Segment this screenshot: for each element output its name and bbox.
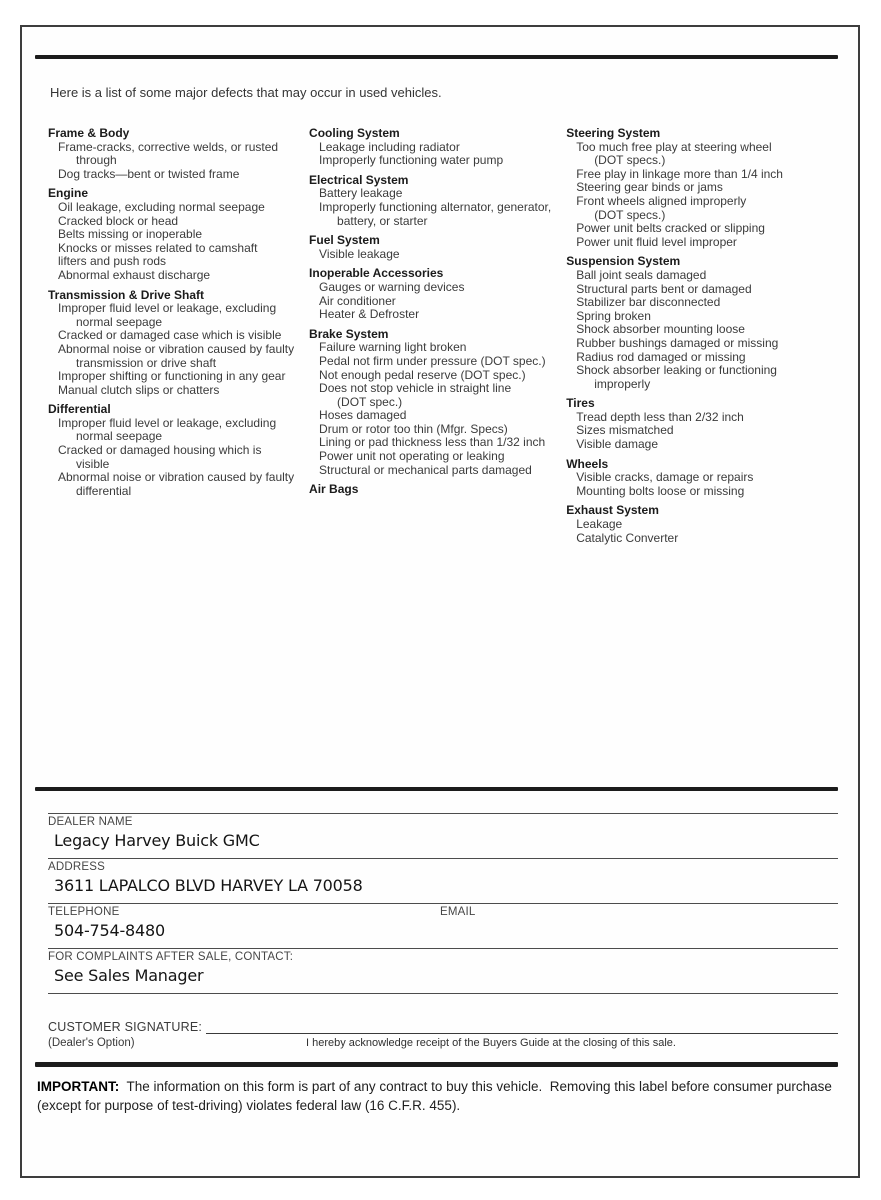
defect-section: [566, 255, 838, 391]
field-label: ADDRESS: [48, 861, 105, 873]
defect-line: Front wheels aligned improperly: [576, 193, 747, 208]
defect-line: Shock absorber mounting loose: [576, 322, 745, 337]
defect-line: (DOT spec.): [337, 394, 403, 409]
defect-section: [309, 267, 566, 321]
defect-line: Frame-cracks, corrective welds, or rusted: [58, 139, 279, 154]
defect-line: improperly: [594, 376, 651, 391]
field-label: TELEPHONE: [48, 906, 120, 918]
defect-line: Tread depth less than 2/32 inch: [576, 409, 744, 424]
defect-section: [48, 403, 309, 498]
defect-line: Air conditioner: [319, 293, 396, 308]
defect-line: Abnormal noise or vibration caused by faulty: [58, 341, 295, 356]
defect-line: differential: [76, 483, 132, 498]
defect-line: Visible damage: [576, 437, 659, 452]
defect-line: visible: [76, 456, 110, 471]
defect-line: Improperly functioning alternator, generator,: [319, 199, 552, 214]
section-heading: Steering System: [566, 126, 661, 140]
customer-signature-line[interactable]: [206, 1022, 838, 1034]
defect-line: Abnormal exhaust discharge: [58, 267, 211, 282]
defect-line: Pedal not firm under pressure (DOT spec.): [319, 353, 546, 368]
section-heading: Brake System: [309, 326, 389, 341]
defect-line: Improper fluid level or leakage, excluding: [58, 415, 277, 430]
defect-column-3: [566, 127, 838, 551]
defect-line: Power unit fluid level improper: [576, 234, 737, 249]
dealer-section-divider-rule: [35, 787, 838, 791]
defect-section: [309, 127, 566, 168]
defect-line: Not enough pedal reserve (DOT spec.): [319, 367, 526, 382]
defect-list-columns: [48, 127, 838, 787]
defect-line: Battery leakage: [319, 186, 403, 201]
defect-line: Catalytic Converter: [576, 530, 679, 545]
defect-line: Belts missing or inoperable: [58, 227, 203, 242]
dealer-field: [48, 858, 838, 903]
defect-column-1: [48, 127, 309, 504]
defect-section: [309, 328, 566, 478]
defect-line: Dog tracks—bent or twisted frame: [58, 166, 240, 181]
section-heading: Cooling System: [309, 126, 400, 140]
defect-section: [566, 127, 838, 249]
field-value[interactable]: See Sales Manager: [54, 966, 204, 985]
defect-line: Abnormal noise or vibration caused by faulty: [58, 470, 295, 485]
dealer-field: [48, 903, 838, 948]
defect-line: Knocks or misses related to camshaft: [58, 240, 258, 255]
dealer-field: [48, 948, 838, 993]
field-value[interactable]: 3611 LAPALCO BLVD HARVEY LA 70058: [54, 876, 363, 895]
field-label-2: EMAIL: [440, 906, 476, 918]
defect-line: lifters and push rods: [58, 254, 167, 269]
dealers-option-label: (Dealer's Option): [48, 1037, 135, 1049]
defect-line: (DOT specs.): [594, 153, 666, 168]
defect-line: Visible leakage: [319, 246, 400, 261]
defect-line: Cracked block or head: [58, 213, 179, 228]
defect-line: Hoses damaged: [319, 408, 407, 423]
defect-line: Improper shifting or functioning in any gear: [58, 369, 286, 384]
defect-line: Sizes mismatched: [576, 423, 674, 438]
defect-section: [309, 174, 566, 228]
section-heading: Suspension System: [566, 254, 681, 269]
dealer-info-fields: [48, 813, 838, 994]
defect-line: through: [76, 153, 117, 168]
defect-line: Steering gear binds or jams: [576, 180, 723, 195]
defect-line: Drum or rotor too thin (Mfgr. Specs): [319, 421, 508, 436]
defect-line: Failure warning light broken: [319, 340, 467, 355]
defect-line: Too much free play at steering wheel: [576, 139, 772, 154]
defect-line: Power unit not operating or leaking: [319, 449, 505, 464]
field-value[interactable]: Legacy Harvey Buick GMC: [54, 831, 260, 850]
defect-line: Radius rod damaged or missing: [576, 349, 746, 364]
defect-section: [566, 504, 838, 545]
defect-line: normal seepage: [76, 429, 163, 444]
defect-line: Spring broken: [576, 308, 651, 323]
section-heading: Tires: [566, 396, 595, 411]
defect-line: normal seepage: [76, 314, 163, 329]
defect-line: (DOT specs.): [594, 207, 666, 222]
defect-line: Visible cracks, damage or repairs: [576, 470, 754, 485]
defect-line: Manual clutch slips or chatters: [58, 382, 220, 397]
defect-column-2: [309, 127, 566, 503]
dealer-field: [48, 813, 838, 858]
section-heading: Differential: [48, 402, 111, 417]
defect-line: Rubber bushings damaged or missing: [576, 335, 779, 350]
section-heading: Engine: [48, 186, 89, 201]
defect-line: battery, or starter: [337, 213, 428, 228]
defect-section: [566, 458, 838, 499]
important-notice: [37, 1077, 838, 1115]
field-value[interactable]: 504-754-8480: [54, 921, 165, 940]
defect-line: Heater & Defroster: [319, 307, 420, 322]
defect-line: Shock absorber leaking or functioning: [576, 363, 777, 378]
intro-text: Here is a list of some major defects that may occur in used vehicles.: [50, 85, 442, 100]
defect-line: Improper fluid level or leakage, excluding: [58, 301, 277, 316]
buyers-guide-back-page: [20, 25, 860, 1178]
acknowledge-text: I hereby acknowledge receipt of the Buyers Guide at the closing of this sale.: [306, 1037, 676, 1049]
defect-line: Improperly functioning water pump: [319, 153, 504, 168]
defect-line: Cracked or damaged case which is visible: [58, 328, 282, 343]
defect-line: Ball joint seals damaged: [576, 267, 707, 282]
important-label: IMPORTANT:: [37, 1079, 120, 1094]
defect-line: Cracked or damaged housing which is: [58, 443, 262, 458]
defect-section: [48, 187, 309, 282]
important-text: The information on this form is part of any contract to buy this vehicle. Removing this label before consumer purchase (except for purpose of test-driving) violates federal law (16 C.F.R. 455).: [37, 1079, 836, 1113]
field-label: FOR COMPLAINTS AFTER SALE, CONTACT:: [48, 951, 294, 963]
defect-line: Structural or mechanical parts damaged: [319, 462, 532, 477]
section-heading: Transmission & Drive Shaft: [48, 287, 205, 302]
section-heading: Air Bags: [309, 482, 359, 497]
important-divider-rule: [35, 1062, 838, 1067]
defect-line: transmission or drive shaft: [76, 355, 217, 370]
defect-line: Structural parts bent or damaged: [576, 281, 752, 296]
section-heading: Exhaust System: [566, 503, 659, 518]
defect-line: Oil leakage, excluding normal seepage: [58, 199, 265, 214]
defect-section: [566, 397, 838, 451]
field-label: DEALER NAME: [48, 816, 133, 828]
section-heading: Frame & Body: [48, 126, 130, 140]
section-heading: Inoperable Accessories: [309, 266, 444, 281]
defect-line: Free play in linkage more than 1/4 inch: [576, 166, 783, 181]
defect-line: Does not stop vehicle in straight line: [319, 381, 512, 396]
defect-line: Leakage including radiator: [319, 139, 460, 154]
defect-line: Stabilizer bar disconnected: [576, 295, 721, 310]
defect-section: [48, 289, 309, 398]
section-heading: Wheels: [566, 456, 609, 471]
customer-signature-label: CUSTOMER SIGNATURE:: [48, 1020, 203, 1034]
top-divider-rule: [35, 55, 838, 59]
defect-section: [48, 127, 309, 181]
section-heading: Electrical System: [309, 172, 409, 187]
signature-block: [48, 1020, 838, 1049]
defect-section: [309, 234, 566, 261]
section-heading: Fuel System: [309, 233, 380, 248]
defect-line: Lining or pad thickness less than 1/32 inch: [319, 435, 546, 450]
defect-section: [309, 483, 566, 497]
defect-line: Leakage: [576, 517, 623, 532]
defect-line: Gauges or warning devices: [319, 279, 465, 294]
defect-line: Power unit belts cracked or slipping: [576, 221, 765, 236]
defect-line: Mounting bolts loose or missing: [576, 483, 745, 498]
